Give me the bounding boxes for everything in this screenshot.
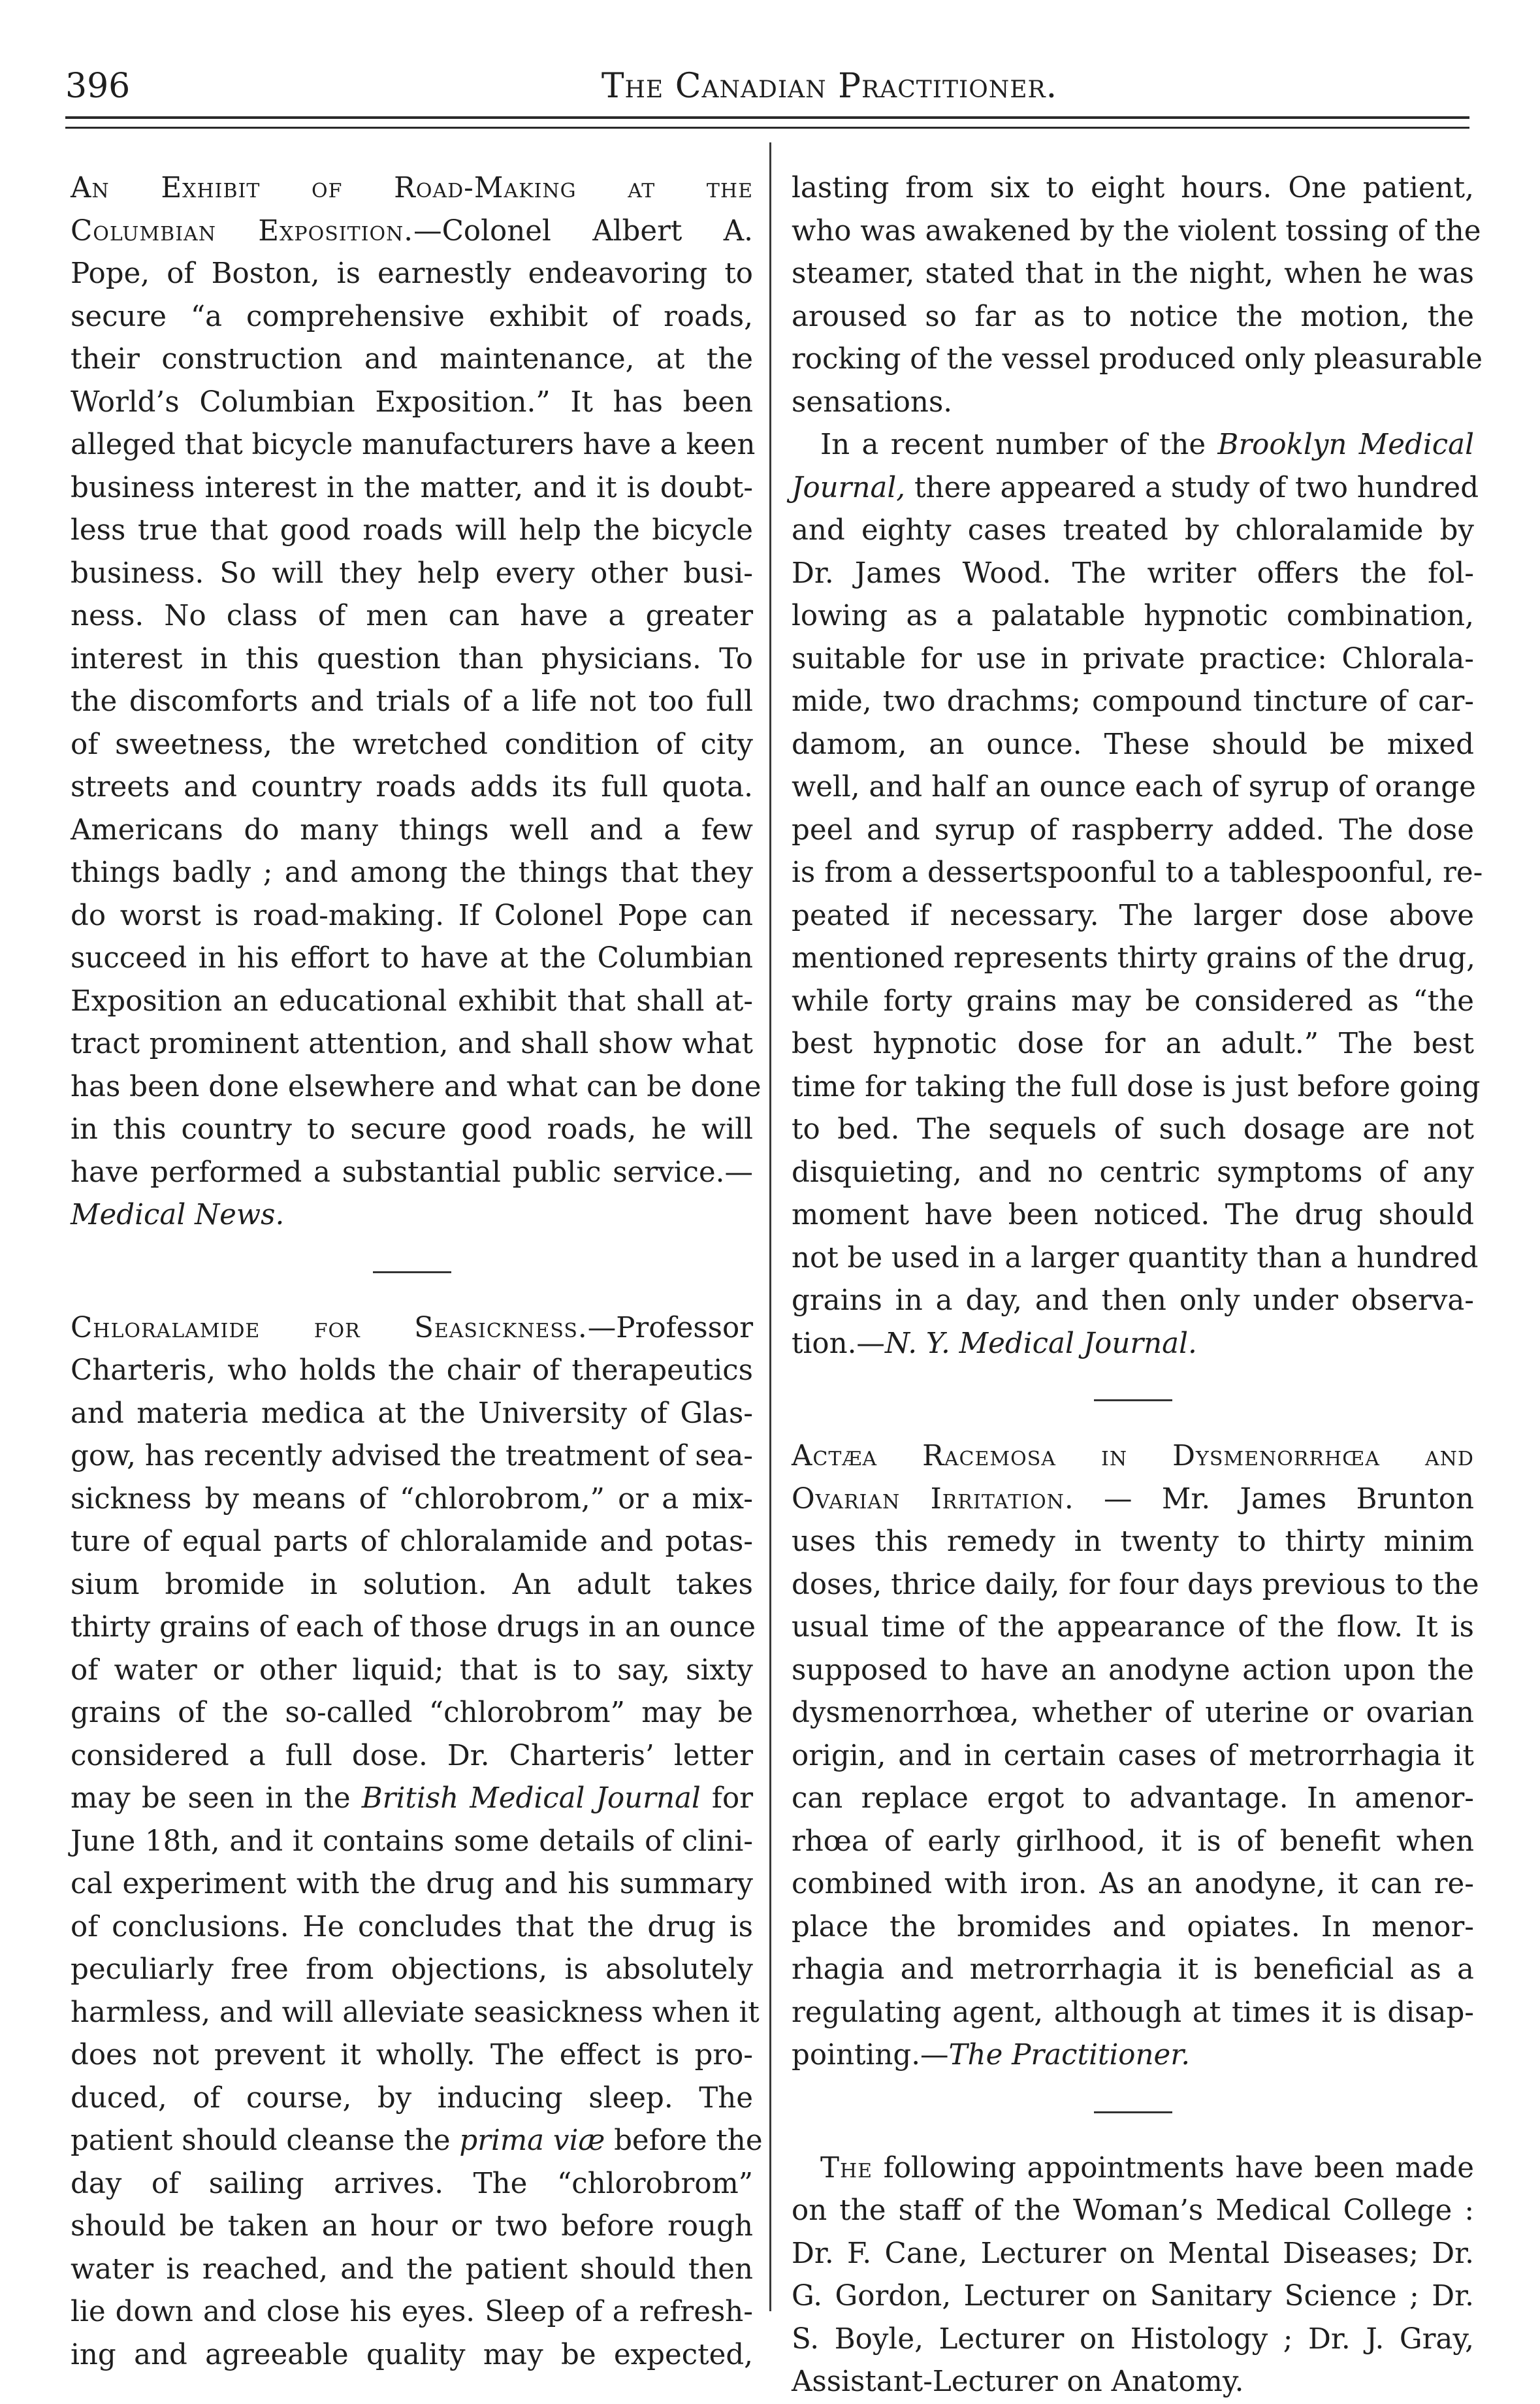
text-segment: there appeared a study of two hundred (914, 471, 1479, 504)
article-separator (373, 1271, 451, 1273)
text-line: peated if necessary. The larger dose above (792, 899, 1474, 932)
text-line: mide, two drachms; compound tincture of car- (792, 685, 1474, 718)
text-line: rhœa of early girlhood, it is of benefit when (792, 1825, 1474, 1858)
journal-name: British Medical Journal (361, 1782, 701, 1815)
text-line: Charteris, who holds the chair of therapeutics (71, 1354, 753, 1387)
text-line (792, 1478, 1474, 1521)
text-line: peculiarly free from objections, is absolutely (71, 1953, 753, 1986)
text-line: of sweetness, the wretched condition of city (71, 728, 753, 761)
page-header (65, 60, 1469, 112)
text-line: in this country to secure good roads, he will (71, 1113, 753, 1146)
text-line: time for taking the full dose is just before going (792, 1070, 1481, 1103)
text-line: gow, has recently advised the treatment of sea- (71, 1440, 753, 1472)
text-line: lie down and close his eyes. Sleep of a refresh- (71, 2296, 753, 2328)
text-line: sium bromide in solution. An adult takes (71, 1568, 753, 1601)
article-heading: Chloralamide for Seasickness. (71, 1311, 588, 1344)
article-source: The Practitioner. (948, 2039, 1191, 2071)
text-line: alleged that bicycle manufacturers have a keen (71, 429, 756, 461)
text-line (71, 2120, 763, 2163)
article-source: N. Y. Medical Journal. (884, 1327, 1197, 1360)
text-line: rhagia and metrorrhagia it is beneficial as a (792, 1953, 1474, 1986)
text-line: ing and agreeable quality may be expected, (71, 2338, 753, 2371)
latin-phrase: prima viæ (459, 2124, 605, 2157)
text-line: suitable for use in private practice: Chlorala- (792, 642, 1474, 675)
article-chloralamide-continued (792, 167, 1483, 1365)
text-line: things badly ; and among the things that they (71, 856, 753, 889)
text-line: cal experiment with the drug and his summary (71, 1868, 753, 1900)
text-line: while forty grains may be considered as “the (792, 984, 1474, 1018)
text-line: Exposition an educational exhibit that shall at- (71, 984, 753, 1018)
text-line: not be used in a larger quantity than a hundred (792, 1241, 1479, 1275)
article-chloralamide (71, 1307, 763, 2377)
text-line (71, 1778, 753, 1821)
text-line: do worst is road-making. If Colonel Pope can (71, 899, 753, 932)
text-line: well, and half an ounce each of syrup of orange (792, 771, 1476, 804)
text-line: sensations. (792, 385, 953, 419)
text-line: thirty grains of each of those drugs in an ounce (71, 1611, 756, 1644)
text-line: secure “a comprehensive exhibit of roads, (71, 300, 753, 333)
text-line: succeed in his effort to have at the Columbian (71, 942, 753, 975)
text-segment: — Mr. James Brunton (1104, 1482, 1474, 1516)
text-line: steamer, stated that in the night, when he was (792, 257, 1474, 290)
left-column (71, 167, 763, 2377)
text-line (792, 2147, 1474, 2190)
text-line: rocking of the vessel produced only pleasurable (792, 343, 1483, 376)
text-line: business interest in the matter, and it is doubt- (71, 471, 753, 504)
text-segment: before the (614, 2124, 763, 2157)
text-line: grains in a day, and then only under observa- (792, 1284, 1474, 1317)
text-line: damom, an ounce. These should be mixed (792, 728, 1474, 761)
header-rule-double (65, 127, 1469, 129)
text-line (792, 467, 1479, 510)
text-line: duced, of course, by inducing sleep. The (71, 2081, 753, 2115)
text-line: place the bromides and opiates. In menor- (792, 1910, 1474, 1943)
text-segment: may be seen in the (71, 1782, 351, 1815)
text-line: disquieting, and no centric symptoms of any (792, 1156, 1474, 1189)
header-rule (65, 116, 1469, 119)
article-actaea-racemosa (792, 1435, 1479, 2077)
journal-title: The Canadian Practitioner. (601, 67, 1058, 106)
article-source: Medical News. (71, 1199, 285, 1231)
text-line: tract prominent attention, and shall show what (71, 1028, 753, 1060)
text-segment: patient should cleanse the (71, 2124, 451, 2157)
text-line: of water or other liquid; that is to say, sixty (71, 1653, 753, 1687)
text-line: Assistant-Lecturer on Anatomy. (792, 2365, 1244, 2398)
text-line: harmless, and will alleviate seasickness when it (71, 1996, 760, 2029)
page-number: 396 (65, 67, 131, 106)
text-line: Americans do many things well and a few (71, 813, 753, 847)
journal-name: Journal, (792, 471, 906, 504)
text-line: the discomforts and trials of a life not too full (71, 685, 753, 718)
text-line: considered a full dose. Dr. Charteris’ letter (71, 1739, 753, 1772)
text-line: and materia medica at the University of Glas- (71, 1397, 753, 1430)
text-line: regulating agent, although at times it is disap- (792, 1996, 1474, 2029)
text-line: Pope, of Boston, is earnestly endeavoring to (71, 257, 753, 290)
article-heading: An Exhibit of Road-Making at the (71, 172, 753, 204)
text-line: have performed a substantial public service.— (71, 1156, 753, 1189)
journal-name: Brooklyn Medical (1217, 429, 1474, 461)
text-line (792, 424, 1474, 467)
text-segment: tion.— (792, 1327, 885, 1360)
article-heading-cont: Ovarian Irritation. (792, 1482, 1074, 1516)
text-line: lowing as a palatable hypnotic combination, (792, 600, 1474, 632)
text-line: has been done elsewhere and what can be done (71, 1070, 762, 1103)
text-line: aroused so far as to notice the motion, the (792, 300, 1474, 333)
text-line: peel and syrup of raspberry added. The dose (792, 813, 1474, 847)
right-column (792, 167, 1483, 2404)
text-line: is from a dessertspoonful to a tablespoonful, re- (792, 856, 1483, 889)
text-segment: for (711, 1782, 753, 1815)
text-line: best hypnotic dose for an adult.” The best (792, 1028, 1474, 1060)
article-heading-cont: Columbian Exposition. (71, 214, 414, 248)
text-line: Dr. James Wood. The writer offers the fol- (792, 557, 1474, 590)
text-line: should be taken an hour or two before rough (71, 2210, 753, 2243)
article-heading: Actæa Racemosa in Dysmenorrhœa and (792, 1440, 1474, 1472)
column-divider (769, 142, 771, 2311)
text-line: sickness by means of “chlorobrom,” or a mix- (71, 1482, 753, 1516)
text-line: ture of equal parts of chloralamide and potas- (71, 1525, 753, 1558)
text-line: combined with iron. As an anodyne, it can re- (792, 1868, 1474, 1900)
text-line: less true that good roads will help the bicycle (71, 514, 753, 547)
text-line: their construction and maintenance, at the (71, 343, 753, 376)
article-separator (1094, 2111, 1172, 2113)
text-line: supposed to have an anodyne action upon the (792, 1653, 1474, 1687)
text-line: does not prevent it wholly. The effect is pro- (71, 2039, 753, 2071)
article-road-making (71, 167, 762, 1237)
text-line: can replace ergot to advantage. In amenor- (792, 1782, 1474, 1815)
article-separator (1094, 1399, 1172, 1401)
text-line: streets and country roads adds its full quota. (71, 771, 753, 804)
text-line: uses this remedy in twenty to thirty minim (792, 1525, 1474, 1558)
text-line: ness. No class of men can have a greater (71, 600, 753, 632)
text-line: on the staff of the Woman’s Medical College : (792, 2194, 1474, 2227)
text-line: grains of the so-called “chlorobrom” may be (71, 1697, 753, 1729)
text-line: doses, thrice daily, for four days previous to the (792, 1568, 1479, 1601)
text-line: moment have been noticed. The drug should (792, 1199, 1474, 1231)
text-line: who was awakened by the violent tossing of the (792, 214, 1481, 248)
text-line: business. So will they help every other busi- (71, 557, 753, 590)
text-line: usual time of the appearance of the flow. It is (792, 1611, 1474, 1644)
text-line: and eighty cases treated by chloralamide by (792, 514, 1474, 547)
text-line: mentioned represents thirty grains of the drug, (792, 942, 1475, 975)
text-line: to bed. The sequels of such dosage are not (792, 1113, 1474, 1146)
article-appointments (792, 2147, 1474, 2404)
text-line: —Professor (587, 1311, 753, 1344)
text-segment: pointing.— (792, 2039, 949, 2071)
text-line: —Colonel Albert A. (413, 214, 753, 248)
text-line: World’s Columbian Exposition.” It has been (71, 385, 753, 419)
text-line: G. Gordon, Lecturer on Sanitary Science ; Dr. (792, 2280, 1474, 2313)
text-segment: following appointments have been made (883, 2151, 1475, 2185)
lead-word: The (820, 2151, 873, 2185)
text-line: day of sailing arrives. The “chlorobrom” (71, 2167, 753, 2200)
text-line (792, 1323, 1474, 1366)
text-line: lasting from six to eight hours. One patient, (792, 172, 1474, 204)
text-line: June 18th, and it contains some details of clini- (71, 1825, 753, 1858)
text-line: Dr. F. Cane, Lecturer on Mental Diseases; Dr. (792, 2237, 1474, 2270)
text-segment: In a recent number of the (820, 429, 1206, 461)
text-line: interest in this question than physicians. To (71, 642, 753, 675)
text-line (792, 2034, 1474, 2077)
text-line: water is reached, and the patient should then (71, 2252, 753, 2286)
text-line: of conclusions. He concludes that the drug is (71, 1910, 753, 1943)
text-line: S. Boyle, Lecturer on Histology ; Dr. J. Gray, (792, 2322, 1474, 2356)
text-line: origin, and in certain cases of metrorrhagia it (792, 1739, 1474, 1772)
text-line: dysmenorrhœa, whether of uterine or ovarian (792, 1697, 1474, 1729)
